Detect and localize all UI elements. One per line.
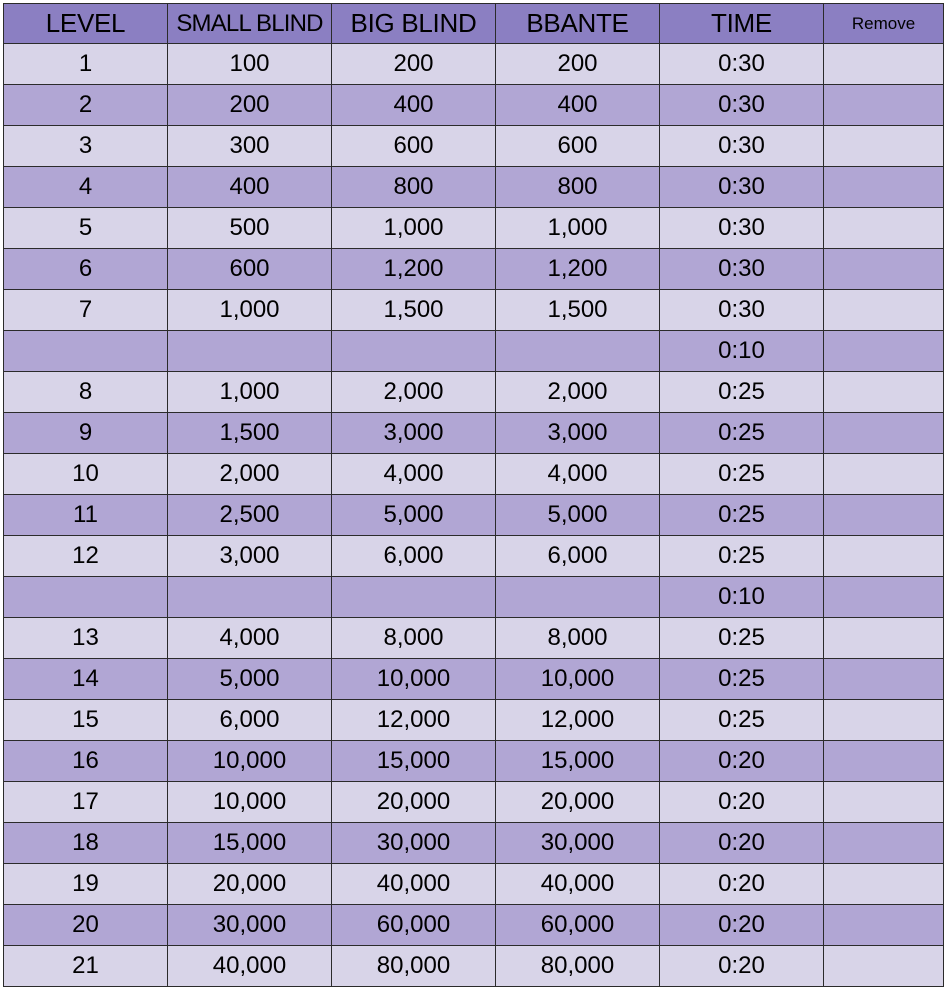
big-blind-cell: 600 <box>332 126 496 167</box>
remove-row-button[interactable] <box>824 946 944 987</box>
bbante-cell: 10,000 <box>496 659 660 700</box>
time-cell: 0:20 <box>660 864 824 905</box>
level-cell: 7 <box>4 290 168 331</box>
big-blind-cell: 1,000 <box>332 208 496 249</box>
table-row <box>4 167 944 208</box>
table-row <box>4 905 944 946</box>
small-blind-cell: 10,000 <box>168 782 332 823</box>
big-blind-cell: 1,200 <box>332 249 496 290</box>
small-blind-cell: 2,000 <box>168 454 332 495</box>
table-row <box>4 85 944 126</box>
remove-row-button[interactable] <box>824 249 944 290</box>
time-cell: 0:30 <box>660 44 824 85</box>
remove-row-button[interactable] <box>824 741 944 782</box>
small-blind-cell: 400 <box>168 167 332 208</box>
level-cell: 19 <box>4 864 168 905</box>
level-cell <box>4 331 168 372</box>
big-blind-cell: 200 <box>332 44 496 85</box>
bbante-cell: 1,000 <box>496 208 660 249</box>
bbante-cell: 4,000 <box>496 454 660 495</box>
bbante-cell: 20,000 <box>496 782 660 823</box>
big-blind-cell: 30,000 <box>332 823 496 864</box>
time-cell: 0:25 <box>660 700 824 741</box>
table-body <box>4 44 944 987</box>
remove-row-button[interactable] <box>824 372 944 413</box>
big-blind-cell: 5,000 <box>332 495 496 536</box>
time-cell: 0:20 <box>660 741 824 782</box>
bbante-cell: 15,000 <box>496 741 660 782</box>
remove-row-button[interactable] <box>824 905 944 946</box>
time-cell: 0:30 <box>660 126 824 167</box>
time-cell: 0:25 <box>660 536 824 577</box>
time-cell: 0:20 <box>660 823 824 864</box>
bbante-cell: 1,200 <box>496 249 660 290</box>
table-row <box>4 864 944 905</box>
small-blind-cell: 4,000 <box>168 618 332 659</box>
bbante-cell: 400 <box>496 85 660 126</box>
level-cell: 16 <box>4 741 168 782</box>
bbante-cell: 30,000 <box>496 823 660 864</box>
bbante-cell <box>496 331 660 372</box>
header-time: TIME <box>660 4 824 44</box>
big-blind-cell: 12,000 <box>332 700 496 741</box>
small-blind-cell: 20,000 <box>168 864 332 905</box>
big-blind-cell: 800 <box>332 167 496 208</box>
bbante-cell: 5,000 <box>496 495 660 536</box>
remove-row-button[interactable] <box>824 167 944 208</box>
time-cell: 0:25 <box>660 659 824 700</box>
bbante-cell <box>496 577 660 618</box>
remove-row-button[interactable] <box>824 659 944 700</box>
small-blind-cell: 3,000 <box>168 536 332 577</box>
header-level: LEVEL <box>4 4 168 44</box>
level-cell: 8 <box>4 372 168 413</box>
table-row <box>4 208 944 249</box>
small-blind-cell: 500 <box>168 208 332 249</box>
table-row <box>4 454 944 495</box>
level-cell <box>4 577 168 618</box>
remove-row-button[interactable] <box>824 331 944 372</box>
remove-row-button[interactable] <box>824 208 944 249</box>
table-row <box>4 249 944 290</box>
bbante-cell: 1,500 <box>496 290 660 331</box>
remove-row-button[interactable] <box>824 413 944 454</box>
header-big-blind: BIG BLIND <box>332 4 496 44</box>
big-blind-cell: 40,000 <box>332 864 496 905</box>
header-remove: Remove <box>824 4 944 44</box>
big-blind-cell: 2,000 <box>332 372 496 413</box>
blind-structure-table <box>3 3 944 987</box>
small-blind-cell: 2,500 <box>168 495 332 536</box>
time-cell: 0:30 <box>660 208 824 249</box>
table-row <box>4 618 944 659</box>
table-row <box>4 782 944 823</box>
small-blind-cell: 1,000 <box>168 290 332 331</box>
small-blind-cell: 1,000 <box>168 372 332 413</box>
small-blind-cell: 5,000 <box>168 659 332 700</box>
big-blind-cell: 4,000 <box>332 454 496 495</box>
small-blind-cell: 600 <box>168 249 332 290</box>
time-cell: 0:20 <box>660 905 824 946</box>
time-cell: 0:10 <box>660 331 824 372</box>
level-cell: 21 <box>4 946 168 987</box>
time-cell: 0:10 <box>660 577 824 618</box>
small-blind-cell: 100 <box>168 44 332 85</box>
blind-structure-panel <box>3 3 943 987</box>
big-blind-cell: 10,000 <box>332 659 496 700</box>
remove-row-button[interactable] <box>824 577 944 618</box>
remove-row-button[interactable] <box>824 536 944 577</box>
remove-row-button[interactable] <box>824 618 944 659</box>
table-row <box>4 331 944 372</box>
bbante-cell: 12,000 <box>496 700 660 741</box>
table-row <box>4 700 944 741</box>
table-row <box>4 741 944 782</box>
table-row <box>4 372 944 413</box>
big-blind-cell: 1,500 <box>332 290 496 331</box>
time-cell: 0:25 <box>660 413 824 454</box>
big-blind-cell: 15,000 <box>332 741 496 782</box>
bbante-cell: 800 <box>496 167 660 208</box>
table-row <box>4 126 944 167</box>
table-row <box>4 946 944 987</box>
table-row <box>4 577 944 618</box>
header-row <box>4 4 944 44</box>
big-blind-cell <box>332 577 496 618</box>
time-cell: 0:30 <box>660 290 824 331</box>
bbante-cell: 200 <box>496 44 660 85</box>
level-cell: 12 <box>4 536 168 577</box>
bbante-cell: 3,000 <box>496 413 660 454</box>
level-cell: 10 <box>4 454 168 495</box>
time-cell: 0:20 <box>660 946 824 987</box>
level-cell: 18 <box>4 823 168 864</box>
level-cell: 14 <box>4 659 168 700</box>
small-blind-cell: 40,000 <box>168 946 332 987</box>
remove-row-button[interactable] <box>824 454 944 495</box>
time-cell: 0:20 <box>660 782 824 823</box>
big-blind-cell: 6,000 <box>332 536 496 577</box>
big-blind-cell: 80,000 <box>332 946 496 987</box>
level-cell: 4 <box>4 167 168 208</box>
small-blind-cell: 6,000 <box>168 700 332 741</box>
bbante-cell: 80,000 <box>496 946 660 987</box>
level-cell: 20 <box>4 905 168 946</box>
small-blind-cell: 15,000 <box>168 823 332 864</box>
bbante-cell: 6,000 <box>496 536 660 577</box>
bbante-cell: 40,000 <box>496 864 660 905</box>
small-blind-cell: 30,000 <box>168 905 332 946</box>
remove-row-button[interactable] <box>824 290 944 331</box>
big-blind-cell: 20,000 <box>332 782 496 823</box>
header-bbante: BBANTE <box>496 4 660 44</box>
remove-row-button[interactable] <box>824 864 944 905</box>
table-row <box>4 413 944 454</box>
table-row <box>4 44 944 85</box>
small-blind-cell <box>168 577 332 618</box>
small-blind-cell: 1,500 <box>168 413 332 454</box>
time-cell: 0:25 <box>660 372 824 413</box>
time-cell: 0:30 <box>660 249 824 290</box>
level-cell: 2 <box>4 85 168 126</box>
small-blind-cell: 200 <box>168 85 332 126</box>
remove-row-button[interactable] <box>824 700 944 741</box>
table-header <box>4 4 944 44</box>
header-small-blind: SMALL BLIND <box>168 4 332 44</box>
big-blind-cell <box>332 331 496 372</box>
table-row <box>4 536 944 577</box>
table-row <box>4 823 944 864</box>
remove-row-button[interactable] <box>824 126 944 167</box>
table-row <box>4 659 944 700</box>
remove-row-button[interactable] <box>824 495 944 536</box>
level-cell: 11 <box>4 495 168 536</box>
table-row <box>4 290 944 331</box>
big-blind-cell: 60,000 <box>332 905 496 946</box>
level-cell: 3 <box>4 126 168 167</box>
level-cell: 5 <box>4 208 168 249</box>
big-blind-cell: 400 <box>332 85 496 126</box>
level-cell: 15 <box>4 700 168 741</box>
level-cell: 6 <box>4 249 168 290</box>
remove-row-button[interactable] <box>824 44 944 85</box>
remove-row-button[interactable] <box>824 782 944 823</box>
level-cell: 1 <box>4 44 168 85</box>
level-cell: 17 <box>4 782 168 823</box>
level-cell: 9 <box>4 413 168 454</box>
small-blind-cell: 10,000 <box>168 741 332 782</box>
remove-row-button[interactable] <box>824 823 944 864</box>
small-blind-cell: 300 <box>168 126 332 167</box>
table-row <box>4 495 944 536</box>
time-cell: 0:30 <box>660 167 824 208</box>
bbante-cell: 600 <box>496 126 660 167</box>
big-blind-cell: 3,000 <box>332 413 496 454</box>
time-cell: 0:25 <box>660 454 824 495</box>
bbante-cell: 60,000 <box>496 905 660 946</box>
level-cell: 13 <box>4 618 168 659</box>
remove-row-button[interactable] <box>824 85 944 126</box>
bbante-cell: 2,000 <box>496 372 660 413</box>
time-cell: 0:25 <box>660 495 824 536</box>
time-cell: 0:30 <box>660 85 824 126</box>
big-blind-cell: 8,000 <box>332 618 496 659</box>
bbante-cell: 8,000 <box>496 618 660 659</box>
time-cell: 0:25 <box>660 618 824 659</box>
small-blind-cell <box>168 331 332 372</box>
